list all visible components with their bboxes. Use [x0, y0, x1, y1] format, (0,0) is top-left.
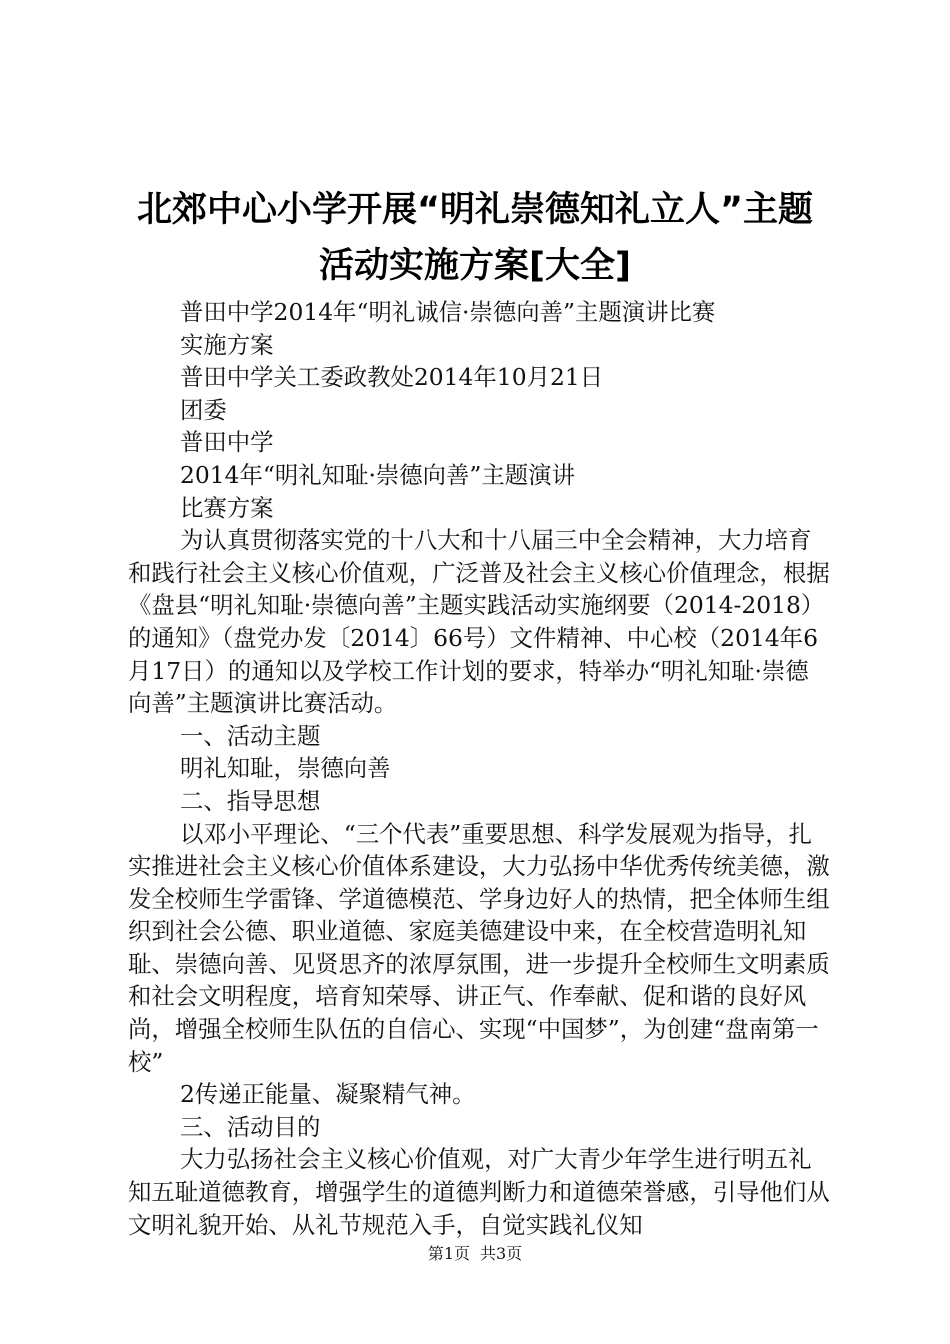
page-footer — [0, 1244, 950, 1264]
paragraph-event-heading: 普田中学2014年“明礼诚信·崇德向善”主题演讲比赛 — [180, 298, 716, 326]
page-number: 第1页 — [427, 1244, 470, 1263]
paragraph-intro: 为认真贯彻落实党的十八大和十八届三中全会精神，大力培育和践行社会主义核心价值观，广泛普及社会主义核心价值理念，根据《盘县“明礼知耻·崇德向善”主题实践活动实施纲要（2014-2018）的通知》（盘党办发〔2014〕66号）文件精神、中心校（2014年6月17日）的通知以及学校工作计划的要求，特举办“明礼知耻·崇德向善”主题演讲比赛活动。 — [128, 526, 830, 718]
section-heading-purpose: 三、活动目的 — [180, 1112, 321, 1141]
paragraph-school: 普田中学 — [180, 428, 274, 457]
paragraph-plan-label: 实施方案 — [180, 330, 274, 359]
page-total: 共3页 — [480, 1244, 523, 1263]
paragraph-energy: 2传递正能量、凝聚精气神。 — [180, 1080, 476, 1109]
paragraph-issuer-date: 普田中学关工委政教处2014年10月21日 — [180, 363, 604, 392]
section-heading-theme: 一、活动主题 — [180, 721, 321, 750]
paragraph-purpose: 大力弘扬社会主义核心价值观，对广大青少年学生进行明五礼知五耻道德教育，增强学生的道德判断力和道德荣誉感，引导他们从文明礼貌开始、从礼节规范入手，自觉实践礼仪知 — [128, 1145, 830, 1239]
paragraph-theme: 明礼知耻，崇德向善 — [180, 754, 391, 783]
document-title-line-2: 活动实施方案[大全] — [319, 246, 631, 286]
paragraph-league: 团委 — [180, 395, 227, 424]
paragraph-contest-title: 2014年“明礼知耻·崇德向善”主题演讲 — [180, 460, 575, 489]
section-heading-guiding: 二、指导思想 — [180, 786, 321, 815]
document-title-line-1: 北郊中心小学开展“明礼崇德知礼立人”主题 — [136, 190, 813, 230]
document-body — [128, 296, 832, 1241]
paragraph-guiding: 以邓小平理论、“三个代表”重要思想、科学发展观为指导，扎实推进社会主义核心价值体系建设，大力弘扬中华优秀传统美德，激发全校师生学雷锋、学道德模范、学身边好人的热情，把全体师生组织到社会公德、职业道德、家庭美德建设中来，在全校营造明礼知耻、崇德向善、见贤思齐的浓厚氛围，进一步提升全校师生文明素质和社会文明程度，培育知荣辱、讲正气、作奉献、促和谐的良好风尚，增强全校师生队伍的自信心、实现“中国梦”，为创建“盘南第一校” — [128, 819, 830, 1076]
paragraph-contest-plan: 比赛方案 — [180, 493, 274, 522]
